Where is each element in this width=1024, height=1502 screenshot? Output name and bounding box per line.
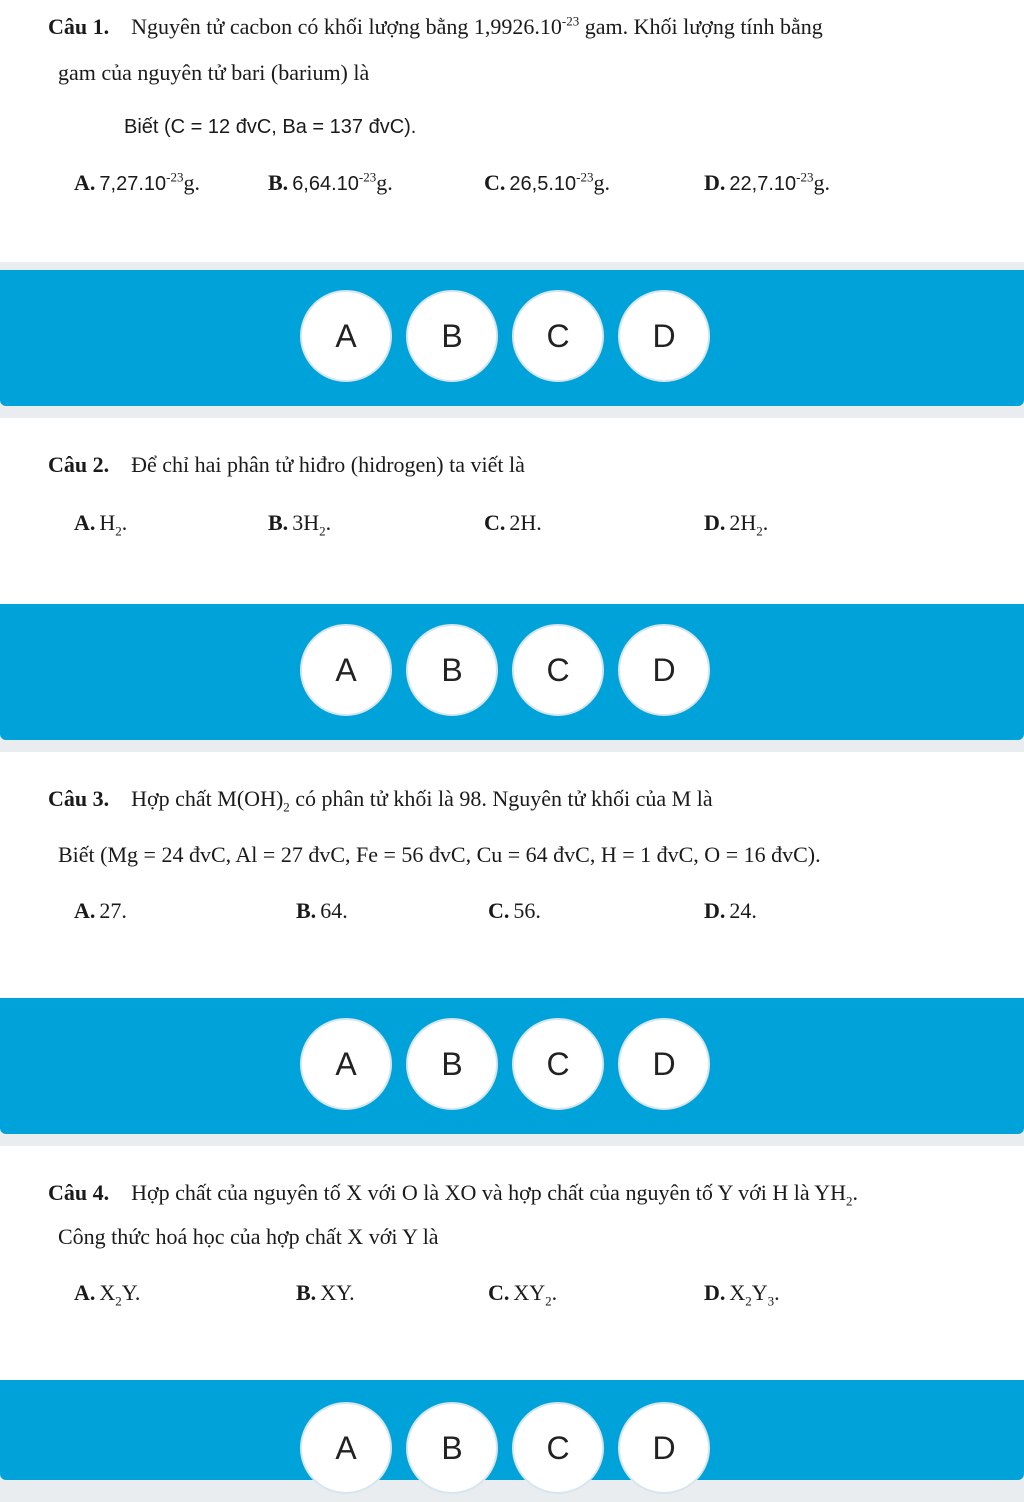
option-a: A. 27. — [74, 898, 127, 923]
answer-button-a[interactable]: A — [300, 290, 392, 382]
question-2-line1: Câu 2. Để chỉ hai phân tử hiđro (hidrogen) ta viết là — [48, 452, 525, 477]
question-card-3 — [0, 752, 1024, 998]
answer-button-b[interactable]: B — [406, 1018, 498, 1110]
answer-button-c[interactable]: C — [512, 290, 604, 382]
option-c: C. 2H. — [484, 510, 542, 535]
answer-button-a[interactable]: A — [300, 1018, 392, 1110]
question-1-hint: Biết (C = 12 đvC, Ba = 137 đvC). — [124, 116, 417, 138]
question-number: Câu 1. — [48, 14, 110, 39]
question-card-4 — [0, 1146, 1024, 1380]
question-number: Câu 2. — [48, 452, 110, 477]
option-d: D. $22,7.10^{-23}g$. — [704, 169, 830, 195]
option-d: D. $X_2Y_3$. — [704, 1280, 780, 1309]
answer-button-b[interactable]: B — [406, 1402, 498, 1494]
answer-button-b[interactable]: B — [406, 290, 498, 382]
question-4-line2: Công thức hoá học của hợp chất X với Y là — [58, 1224, 439, 1249]
answer-button-d[interactable]: D — [618, 1018, 710, 1110]
answer-button-a[interactable]: A — [300, 1402, 392, 1494]
answer-button-d[interactable]: D — [618, 624, 710, 716]
option-b: B. $3H_2$. — [268, 510, 332, 539]
answer-button-b[interactable]: B — [406, 624, 498, 716]
option-b: B. $6,64.10^{-23}g$. — [268, 169, 393, 195]
option-c: C. 56. — [488, 898, 541, 923]
question-card-2 — [0, 418, 1024, 604]
option-d: D. 24. — [704, 898, 757, 923]
answer-band-2 — [0, 604, 1024, 740]
question-1-line1: Câu 1. Nguyên tử cacbon có khối lượng bằng $1,9926.10^{-23}$ gam. Khối lượng tính bằng — [48, 13, 823, 39]
option-a: A. $7,27.10^{-23}g$. — [74, 169, 200, 195]
question-card-1 — [0, 0, 1024, 262]
answer-button-c[interactable]: C — [512, 624, 604, 716]
question-3-hint: Biết (Mg = 24 đvC, Al = 27 đvC, Fe = 56 đvC, Cu = 64 đvC, H = 1 đvC, O = 16 đvC). — [58, 842, 821, 867]
answer-band-1 — [0, 270, 1024, 406]
answer-band-4 — [0, 1380, 1024, 1480]
answer-button-c[interactable]: C — [512, 1018, 604, 1110]
question-4-line1: Câu 4. Hợp chất của nguyên tố X với O là XO và hợp chất của nguyên tố Y với H là $YH_2$. — [48, 1180, 859, 1209]
answer-button-d[interactable]: D — [618, 290, 710, 382]
question-number: Câu 4. — [48, 1180, 110, 1205]
answer-band-3 — [0, 998, 1024, 1134]
option-c: C. $XY_2$. — [488, 1280, 558, 1309]
option-d: D. $2H_2$. — [704, 510, 769, 539]
question-number: Câu 3. — [48, 786, 110, 811]
option-c: C. $26,5.10^{-23}g$. — [484, 169, 610, 195]
question-1-line2: gam của nguyên tử bari (barium) là — [58, 60, 370, 85]
option-b: B. XY. — [296, 1280, 355, 1305]
question-3-line1: Câu 3. Hợp chất $M(OH)_2$ có phân tử khối là 98. Nguyên tử khối của M là — [48, 786, 713, 815]
option-a: A. $H_2$. — [74, 510, 128, 539]
answer-button-d[interactable]: D — [618, 1402, 710, 1494]
answer-button-a[interactable]: A — [300, 624, 392, 716]
option-b: B. 64. — [296, 898, 348, 923]
answer-button-c[interactable]: C — [512, 1402, 604, 1494]
option-a: A. $X_2Y$. — [74, 1280, 141, 1309]
